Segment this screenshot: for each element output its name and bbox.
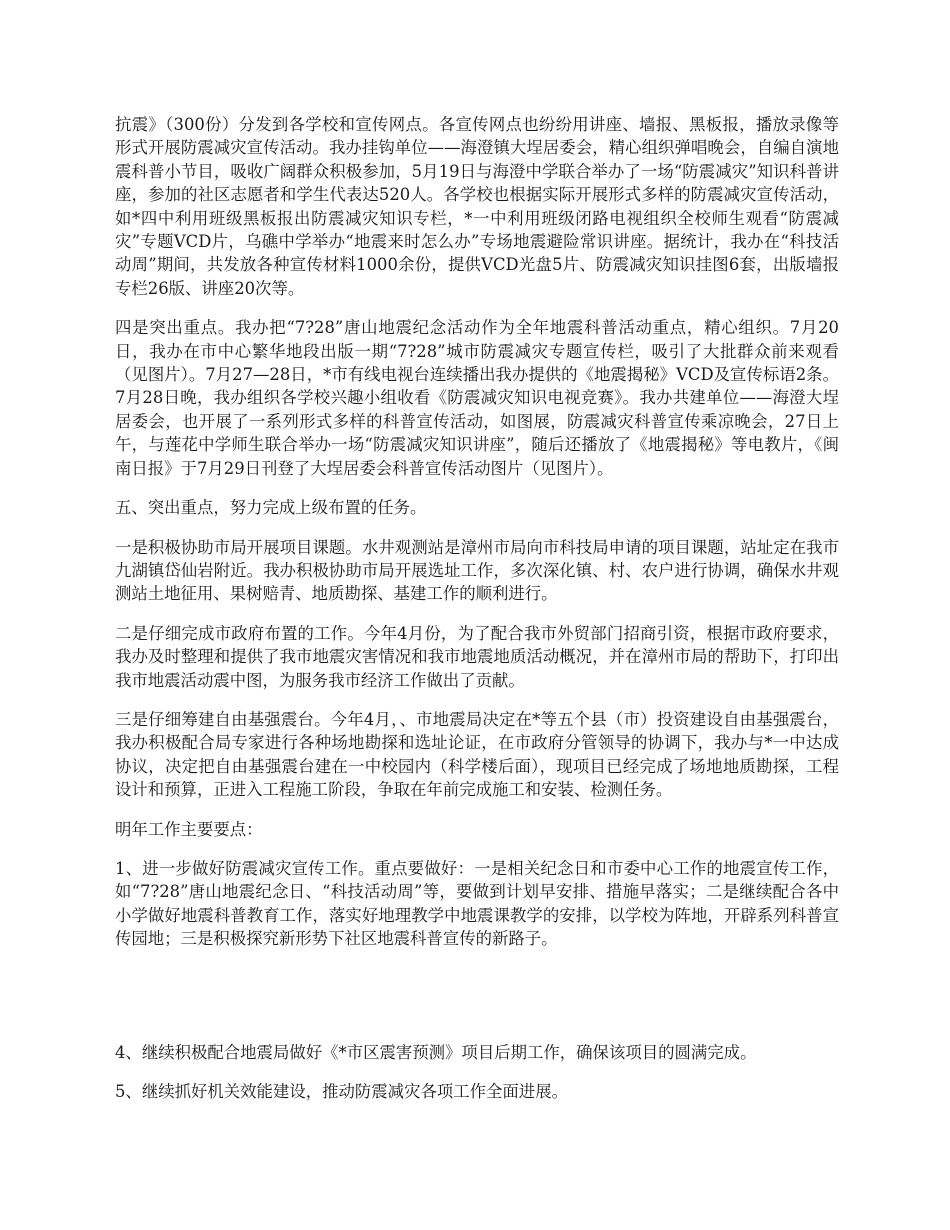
paragraph-item-1: 1、进一步做好防震减灾宣传工作。重点要做好：一是相关纪念日和市委中心工作的地震宣传工作，如“7?28”唐山地震纪念日、“科技活动周”等，要做到计划早安排、措施早落实；二是继续配合各中小学做好地震科普教育工作，落实好地理教学中地震课教学的安排，以学校为阵地，开辟系列科普宣传园地；三是积极探究新形势下社区地震科普宣传的新路子。 (115, 858, 839, 949)
paragraph-item-4: 4、继续积极配合地震局做好《*市区震害预测》项目后期工作，确保该项目的圆满完成。 (115, 1042, 757, 1062)
paragraph-publicity-activities: 抗震》（300份）分发到各学校和宣传网点。各宣传网点也纷纷用讲座、墙报、黑板报，播放录像等形式开展防震减灾宣传活动。我办挂钩单位——海澄镇大埕居委会，精心组织弹唱晚会，自编自演地震科普小节目，吸收广阔群众积极参加，5月19日与海澄中学联合举办了一场“防震减灾”知识科普讲座，参加的社区志愿者和学生代表达520人。各学校也根据实际开展形式多样的防震减灾宣传活动，如*四中利用班级黑板报出防震减灾知识专栏，*一中利用班级闭路电视组织全校师生观看“防震减灾”专题VCD片，乌礁中学举办“地震来时怎么办”专场地震避险常识讲座。据统计，我办在“科技活动周”期间，共发放各种宣传材料1000余份，提供VCD光盘5片、防震减灾知识挂图6套，出版墙报专栏26版、讲座20次等。 (115, 115, 839, 298)
blank-gap (115, 967, 839, 1041)
paragraph-item-5: 5、继续抓好机关效能建设，推动防震减灾各项工作全面进展。 (115, 1082, 568, 1101)
paragraph-strong-motion-station: 三是仔细筹建自由基强震台。今年4月，、市地震局决定在*等五个县（市）投资建设自由基强震台，我办积极配合局专家进行各种场地勘探和选址论证，在市政府分管领导的协调下，我办与*一中达成协议，决定把自由基强震台建在一中校园内（科学楼后面），现项目已经完成了场地地质勘探，工程设计和预算，正进入工程施工阶段，争取在年前完成施工和安装、检测任务。 (115, 709, 839, 800)
paragraph-next-year-heading: 明年工作主要要点： (115, 819, 263, 839)
paragraph-section-five-heading: 五、突出重点，努力完成上级布置的任务。 (115, 498, 427, 518)
paragraph-government-tasks: 二是仔细完成市政府布置的工作。今年4月份，为了配合我市外贸部门招商引资，根据市政府要求，我办及时整理和提供了我市地震灾害情况和我市地震地质活动概况，并在漳州市局的帮助下，打印出我市地震活动震中图，为服务我市经济工作做出了贡献。 (115, 623, 839, 690)
document-body (115, 113, 839, 1119)
paragraph-tangshan-commemoration: 四是突出重点。我办把“7?28”唐山地震纪念活动作为全年地震科普活动重点，精心组织。7月20日，我办在市中心繁华地段出版一期“7?28”城市防震减灾专题宣传栏，吸引了大批群众前来观看（见图片）。7月27—28日，*市有线电视台连续播出我办提供的《地震揭秘》VCD及宣传标语2条。7月28日晚，我办组织各学校兴趣小组收看《防震减灾知识电视竞赛》。我办共建单位——海澄大埕居委会，也开展了一系列形式多样的科普宣传活动，如图展，防震减灾科普宣传乘凉晚会，27日上午，与莲花中学师生联合举办一场“防震减灾知识讲座”，随后还播放了《地震揭秘》等电教片，《闽南日报》于7月29日刊登了大埕居委会科普宣传活动图片（见图片）。 (115, 318, 839, 478)
paragraph-project-assistance: 一是积极协助市局开展项目课题。水井观测站是漳州市局向市科技局申请的项目课题，站址定在我市九湖镇岱仙岩附近。我办积极协助市局开展选址工作，多次深化镇、村、农户进行协调，确保水井观测站土地征用、果树赔青、地质勘探、基建工作的顺利进行。 (115, 537, 839, 604)
